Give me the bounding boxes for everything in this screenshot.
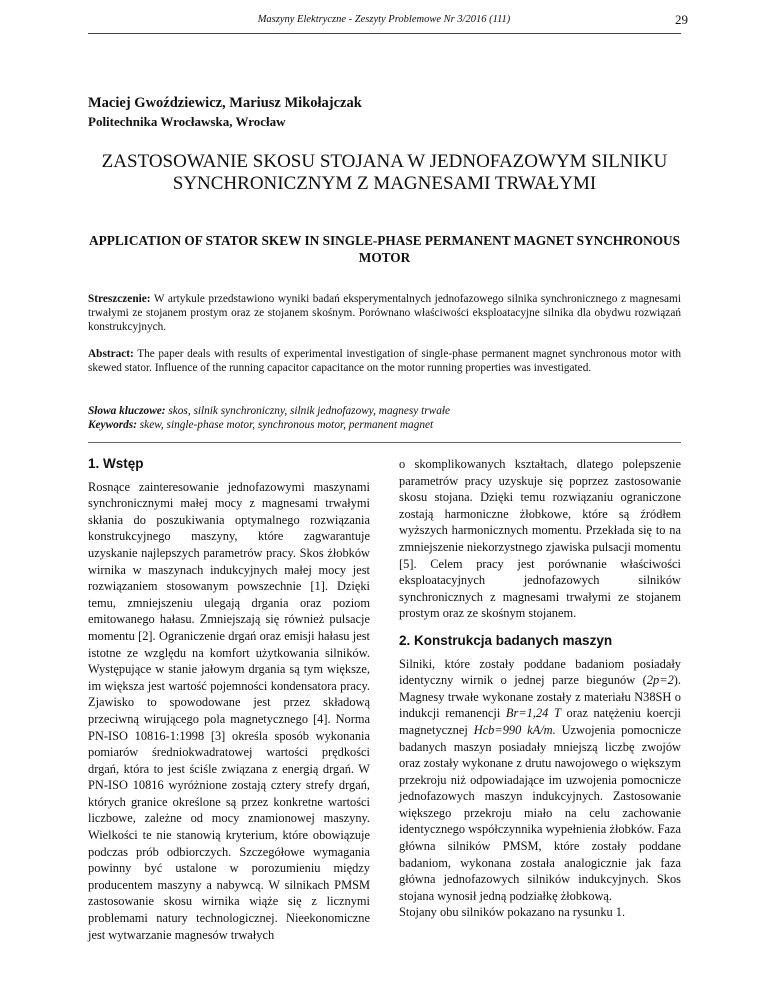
keywords-english xyxy=(88,418,681,432)
coercivity-value: Hcb=990 kA/m. xyxy=(473,722,556,737)
section-2-text-2: ). Magnesy trwałe wykonane zostały z materiału N38SH o indukcji remanencji xyxy=(399,673,681,721)
right-column xyxy=(399,456,681,921)
section-rule xyxy=(88,442,681,443)
affiliation: Politechnika Wrocławska, Wrocław xyxy=(88,114,286,129)
title-english: APPLICATION OF STATOR SKEW IN SINGLE-PHASE PERMANENT MAGNET SYNCHRONOUS MOTOR xyxy=(88,233,681,265)
abstract-polish xyxy=(88,292,681,334)
section-2-heading: 2. Konstrukcja badanych maszyn xyxy=(399,632,613,648)
section-2-text-4: Uzwojenia pomocnicze badanych maszyn posiadały mniejszą liczbę zwojów oraz zostały wykonane z drutu nawojowego o większym przekroju niż odpowiadające im uzwojenia pomocnicze jednofazowych maszyn indukcyjnych. Zastosowanie większego przekroju miało na celu zachowanie identycznego współczynnika wypełnienia żłobków. Faza główna silników PMSM, które zostały poddane badaniom, wykonana została analogicznie jak faza główna jednofazowych silników indukcyjnych. Skos stojana wynosił jedną podziałkę żłobkową. xyxy=(399,722,681,903)
section-1-paragraph-2: o skomplikowanych kształtach, dlatego polepszenie parametrów pracy uzyskuje się poprzez zastosowanie skosu stojana. Dzięki temu rozwiązaniu ograniczone zostają harmoniczne żłobkowe, które są źródłem wyższych harmonicznych momentu. Przekłada się to na zmniejszenie niekorzystnego zjawiska pulsacji momentu [5]. Celem pracy jest porównanie właściwości eksploatacyjnych jednofazowych silników synchronicznych z magnesami trwałymi ze stojanem prostym oraz ze skośnym stojanem. xyxy=(399,457,681,621)
section-2-text-3: oraz natężeniu koercji magnetycznej xyxy=(399,706,681,737)
page-number: 29 xyxy=(675,12,688,27)
running-header: Maszyny Elektryczne - Zeszyty Problemowe Nr 3/2016 (111) xyxy=(257,14,511,25)
section-2-text-1: Silniki, które zostały poddane badaniom posiadały identyczny wirnik o jednej parze biegunów ( xyxy=(399,656,681,688)
section-1-paragraph-1: Rosnące zainteresowanie jednofazowymi maszynami synchronicznymi małej mocy z magnesami trwałymi skłania do poszukiwania optymalnego rozwiązania konstrukcyjnego maszyny, które zagwarantuje uzyskanie najlepszych parametrów pracy. Skos żłobków wirnika w maszynach indukcyjnych małej mocy jest rozwiązaniem stosowanym powszechnie [1]. Dzięki temu, zmniejszeniu ulegają drgania oraz poziom emitowanego hałasu. Zmniejszają się również pulsacje momentu [2]. Ograniczenie drgań oraz emisji hałasu jest istotne ze względu na komfort użytkowania silników. Występujące w stanie jałowym drgania są tym większe, im większa jest wartość pojemności kondensatora pracy. Zjawisko to spowodowane jest przez składową przeciwną wirującego pola magnetycznego [4]. Norma PN-ISO 10816-1:1998 [3] określa sposób wykonania pomiarów średniokwadratowej wartości prędkości drgań, która to jest ściśle związana z energią drgań. W PN-ISO 10816 wyróżnione zostają cztery strefy drgań, których granice określone są przez konkretne wartości liczbowe, zależne od mocy znamionowej maszyny. Wielkości te nie stanowią kryterium, które obowiązuje podczas prób odbiorczych. Szczegółowe wymagania powinny być ustalone w porozumieniu między producentem maszyny a nabywcą. W silnikach PMSM zastosowanie skosu wirnika wiąże się z licznymi problemami natury technologicznej. Nieekonomiczne jest wytwarzanie magnesów trwałych xyxy=(88,479,370,942)
abstract-english-text: The paper deals with results of experimental investigation of single-phase permanent magnet synchronous motor with skewed stator. Influence of the running capacitor capacitance on the motor running properties was investigated. xyxy=(88,348,681,374)
title-polish: ZASTOSOWANIE SKOSU STOJANA W JEDNOFAZOWYM SILNIKU SYNCHRONICZNYM Z MAGNESAMI TRWAŁYMI xyxy=(101,151,668,194)
pole-pairs-value: 2p=2 xyxy=(646,673,674,688)
abstract-english-label: Abstract: xyxy=(88,348,134,360)
keywords-english-label: Keywords: xyxy=(88,419,137,431)
header-rule xyxy=(88,33,681,34)
left-column xyxy=(88,456,370,943)
authors: Maciej Gwoździewicz, Mariusz Mikołajczak xyxy=(88,95,362,111)
keywords-english-text: skew, single-phase motor, synchronous motor, permanent magnet xyxy=(139,419,434,431)
section-2-last-line: Stojany obu silników pokazano na rysunku 1. xyxy=(399,905,626,920)
abstract-english xyxy=(88,347,681,375)
remanence-value: Br=1,24 T xyxy=(505,706,561,721)
section-2-paragraph xyxy=(399,656,681,905)
abstract-polish-label: Streszczenie: xyxy=(88,293,151,305)
keywords-polish-label: Słowa kluczowe: xyxy=(88,405,166,417)
abstract-polish-text: W artykule przedstawiono wyniki badań eksperymentalnych jednofazowego silnika synchronicznego z magnesami trwałymi ze stojanem prostym oraz ze stojanem skośnym. Porównano właściwości eksploatacyjne silnika dla obydwu rozwiązań konstrukcyjnych. xyxy=(88,293,681,333)
section-1-heading: 1. Wstęp xyxy=(88,456,144,471)
keywords-block xyxy=(88,404,681,432)
keywords-polish xyxy=(88,404,681,418)
keywords-polish-text: skos, silnik synchroniczny, silnik jednofazowy, magnesy trwałe xyxy=(168,405,451,417)
